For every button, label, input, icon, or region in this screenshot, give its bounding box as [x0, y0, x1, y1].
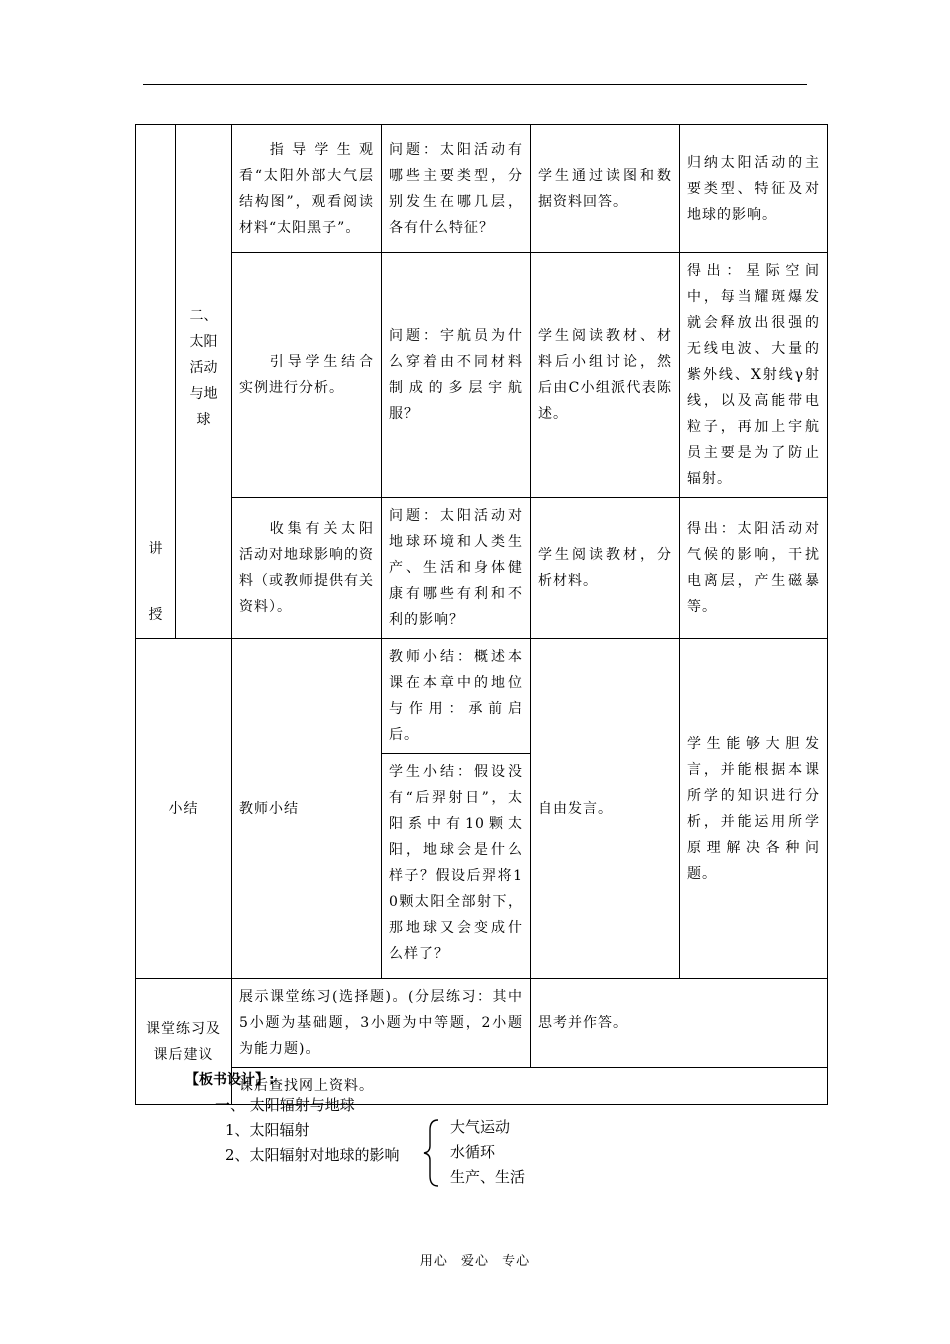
practice-label-cell: 课堂练习及课后建议 [136, 979, 232, 1105]
table-row [136, 253, 828, 498]
subsection-label-line: 球 [196, 412, 211, 428]
student-activity-cell: 学生通过读图和数据资料回答。 [531, 125, 680, 253]
subsection-label-line: 与地 [189, 386, 218, 402]
board-title: 【板书设计】: [185, 1072, 275, 1088]
goal-cell: 归纳太阳活动的主要类型、特征及对地球的影响。 [680, 125, 828, 253]
teacher-activity-cell: 引导学生结合实例进行分析。 [232, 253, 382, 498]
board-branch: 水循环 [450, 1143, 496, 1161]
goal-cell: 得出：星际空间中，每当耀斑爆发就会释放出很强的无线电波、大量的紫外线、X射线γ射线，以及高能带电粒子，再加上宇航员主要是为了防止辐射。 [680, 253, 828, 498]
lesson-plan-table [135, 124, 828, 1105]
section-label-char: 授 [148, 607, 163, 623]
question-cell: 问题：太阳活动有哪些主要类型，分别发生在哪几层，各有什么特征？ [382, 125, 531, 253]
subsection-label-cell [176, 125, 232, 639]
board-heading: 一、 太阳辐射与地球 [215, 1096, 355, 1114]
goal-cell: 得出：太阳活动对气候的影响，干扰电离层，产生磁暴等。 [680, 498, 828, 639]
footer-word: 用心 [419, 1254, 448, 1269]
student-summary-cell: 学生小结：假设没有“后羿射日”，太阳系中有10颗太阳，地球会是什么样子？假设后羿将10颗太阳全部射下，那地球又会变成什么样了？ [382, 754, 531, 979]
table-row [136, 979, 828, 1068]
subsection-label-line: 活动 [189, 360, 218, 376]
question-cell: 问题：太阳活动对地球环境和人类生产、生活和身体健康有哪些有利和不利的影响？ [382, 498, 531, 639]
summary-goal-cell: 学生能够大胆发言，并能根据本课所学的知识进行分析，并能运用所学原理解决各种问题。 [680, 639, 828, 979]
footer-word: 专心 [502, 1254, 531, 1269]
board-branch: 大气运动 [450, 1118, 511, 1136]
summary-teacher-cell: 教师小结 [232, 639, 382, 979]
subsection-label-line: 二、 [189, 308, 218, 324]
header-rule [143, 84, 807, 85]
exercise-student-cell: 思考并作答。 [531, 979, 828, 1068]
table-row [136, 639, 828, 754]
table-row [136, 125, 828, 253]
board-item: 2、太阳辐射对地球的影响 [225, 1146, 400, 1164]
table-row [136, 498, 828, 639]
blackboard-design [185, 1068, 400, 1168]
exercise-cell: 展示课堂练习(选择题)。(分层练习：其中5小题为基础题，3小题为中等题，2小题为能力题)。 [232, 979, 531, 1068]
board-branch: 生产、生活 [450, 1168, 526, 1186]
summary-label-cell: 小结 [136, 639, 232, 979]
section-label-char: 讲 [148, 541, 163, 557]
student-activity-cell: 学生阅读教材，分析材料。 [531, 498, 680, 639]
footer-word: 爱心 [460, 1254, 489, 1269]
teacher-activity-cell: 收集有关太阳活动对地球影响的资料（或教师提供有关资料）。 [232, 498, 382, 639]
teacher-summary-cell: 教师小结：概述本课在本章中的地位与作用：承前启后。 [382, 639, 531, 754]
after-class-cell: 课后查找网上资料。 [232, 1068, 828, 1105]
student-activity-cell: 学生阅读教材、材料后小组讨论，然后由C小组派代表陈述。 [531, 253, 680, 498]
page-footer [0, 1250, 950, 1269]
question-cell: 问题：宇航员为什么穿着由不同材料制成的多层宇航服？ [382, 253, 531, 498]
board-item: 1、太阳辐射 [225, 1121, 310, 1139]
brace-icon [422, 1118, 442, 1188]
section-label-cell [136, 125, 176, 639]
summary-student-cell: 自由发言。 [531, 639, 680, 979]
subsection-label-line: 太阳 [189, 334, 218, 350]
teacher-activity-cell: 指导学生观看“太阳外部大气层结构图”，观看阅读材料“太阳黑子”。 [232, 125, 382, 253]
